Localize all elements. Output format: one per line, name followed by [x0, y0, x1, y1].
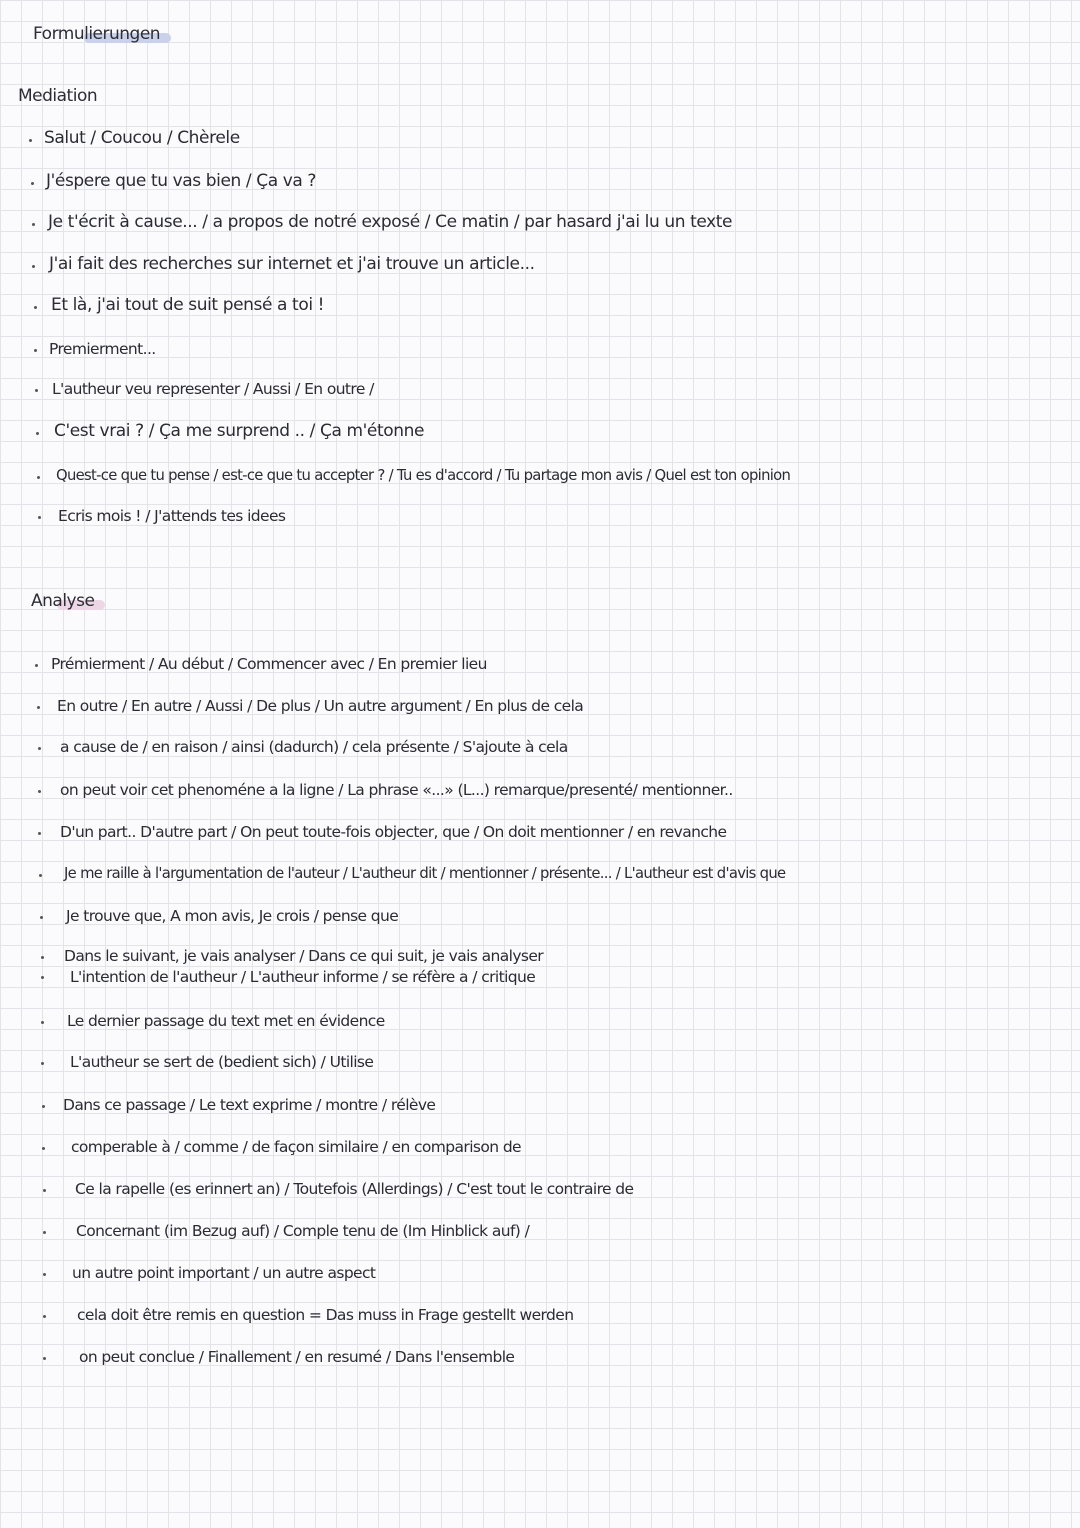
- section-heading-mediation: [18, 86, 97, 106]
- bullet-icon: [36, 432, 39, 435]
- bullet-icon: [37, 706, 40, 709]
- bullet-icon: [39, 874, 42, 877]
- bullet-icon: [32, 223, 35, 226]
- bullet-icon: [38, 790, 41, 793]
- analyse-item: Je trouve que, A mon avis, Je crois / pense que: [66, 907, 399, 925]
- analyse-item: comperable à / comme / de façon similaire / en comparison de: [71, 1138, 521, 1156]
- page-title: [32, 24, 163, 44]
- section-heading-analyse: [30, 591, 97, 611]
- bullet-icon: [43, 1189, 46, 1192]
- bullet-icon: [42, 1147, 45, 1150]
- bullet-icon: [37, 476, 40, 479]
- analyse-item: Dans ce passage / Le text exprime / montre / rélève: [63, 1096, 436, 1114]
- analyse-item: on peut conclue / Finallement / en resumé / Dans l'ensemble: [79, 1348, 515, 1366]
- bullet-icon: [41, 1021, 44, 1024]
- analyse-item: cela doit être remis en question = Das muss in Frage gestellt werden: [77, 1306, 574, 1324]
- bullet-icon: [43, 1315, 46, 1318]
- bullet-icon: [38, 747, 41, 750]
- analyse-item: Prémierment / Au début / Commencer avec / En premier lieu: [51, 655, 487, 673]
- analyse-item: En outre / En autre / Aussi / De plus / Un autre argument / En plus de cela: [57, 697, 584, 715]
- bullet-icon: [34, 349, 37, 352]
- mediation-item: Premierment...: [49, 340, 156, 358]
- mediation-item: Quest-ce que tu pense / est-ce que tu accepter ? / Tu es d'accord / Tu partage mon avis / Quel est ton opinion: [56, 467, 791, 484]
- bullet-icon: [41, 976, 44, 979]
- bullet-icon: [40, 916, 43, 919]
- analyse-item: a cause de / en raison / ainsi (dadurch) / cela présente / S'ajoute à cela: [60, 738, 568, 756]
- bullet-icon: [38, 832, 41, 835]
- bullet-icon: [35, 664, 38, 667]
- analyse-item: Ce la rapelle (es erinnert an) / Toutefois (Allerdings) / C'est tout le contraire de: [75, 1180, 634, 1198]
- mediation-item: L'autheur veu representer / Aussi / En outre /: [52, 380, 374, 398]
- mediation-item: C'est vrai ? / Ça me surprend .. / Ça m'étonne: [54, 421, 425, 441]
- mediation-item: J'éspere que tu vas bien / Ça va ?: [46, 171, 317, 191]
- analyse-item: Dans le suivant, je vais analyser / Dans ce qui suit, je vais analyser: [64, 947, 544, 965]
- bullet-icon: [43, 1273, 46, 1276]
- bullet-icon: [34, 306, 37, 309]
- bullet-icon: [42, 1105, 45, 1108]
- section-heading-text: Mediation: [18, 86, 98, 106]
- analyse-item: un autre point important / un autre aspect: [72, 1264, 376, 1282]
- bullet-icon: [41, 1062, 44, 1065]
- bullet-icon: [32, 265, 35, 268]
- bullet-icon: [35, 389, 38, 392]
- analyse-item: on peut voir cet phenoméne a la ligne / La phrase «...» (L...) remarque/presenté/ mentionner..: [60, 781, 733, 799]
- mediation-item: Salut / Coucou / Chèrele: [44, 128, 240, 148]
- mediation-item: Je t'écrit à cause... / a propos de notré exposé / Ce matin / par hasard j'ai lu un texte: [48, 212, 733, 232]
- analyse-item: Concernant (im Bezug auf) / Comple tenu de (Im Hinblick auf) /: [76, 1222, 530, 1240]
- mediation-item: Et là, j'ai tout de suit pensé a toi !: [51, 295, 325, 315]
- analyse-item: L'autheur se sert de (bedient sich) / Utilise: [70, 1053, 374, 1071]
- mediation-item: J'ai fait des recherches sur internet et j'ai trouve un article...: [49, 254, 535, 274]
- mediation-item: Ecris mois ! / J'attends tes idees: [58, 507, 286, 525]
- analyse-item: Le dernier passage du text met en évidence: [67, 1012, 385, 1030]
- section-heading-text: Analyse: [30, 591, 97, 611]
- analyse-item: Je me raille à l'argumentation de l'auteur / L'autheur dit / mentionner / présente... / L'autheur est d'avis que: [64, 865, 786, 882]
- bullet-icon: [41, 956, 44, 959]
- bullet-icon: [38, 516, 41, 519]
- bullet-icon: [31, 182, 34, 185]
- bullet-icon: [29, 139, 32, 142]
- bullet-icon: [43, 1231, 46, 1234]
- analyse-item: D'un part.. D'autre part / On peut toute-fois objecter, que / On doit mentionner / en revanche: [60, 823, 727, 841]
- analyse-item: L'intention de l'autheur / L'autheur informe / se réfère a / critique: [70, 968, 536, 986]
- bullet-icon: [43, 1357, 46, 1360]
- page-title-text: Formulierungen: [32, 24, 163, 44]
